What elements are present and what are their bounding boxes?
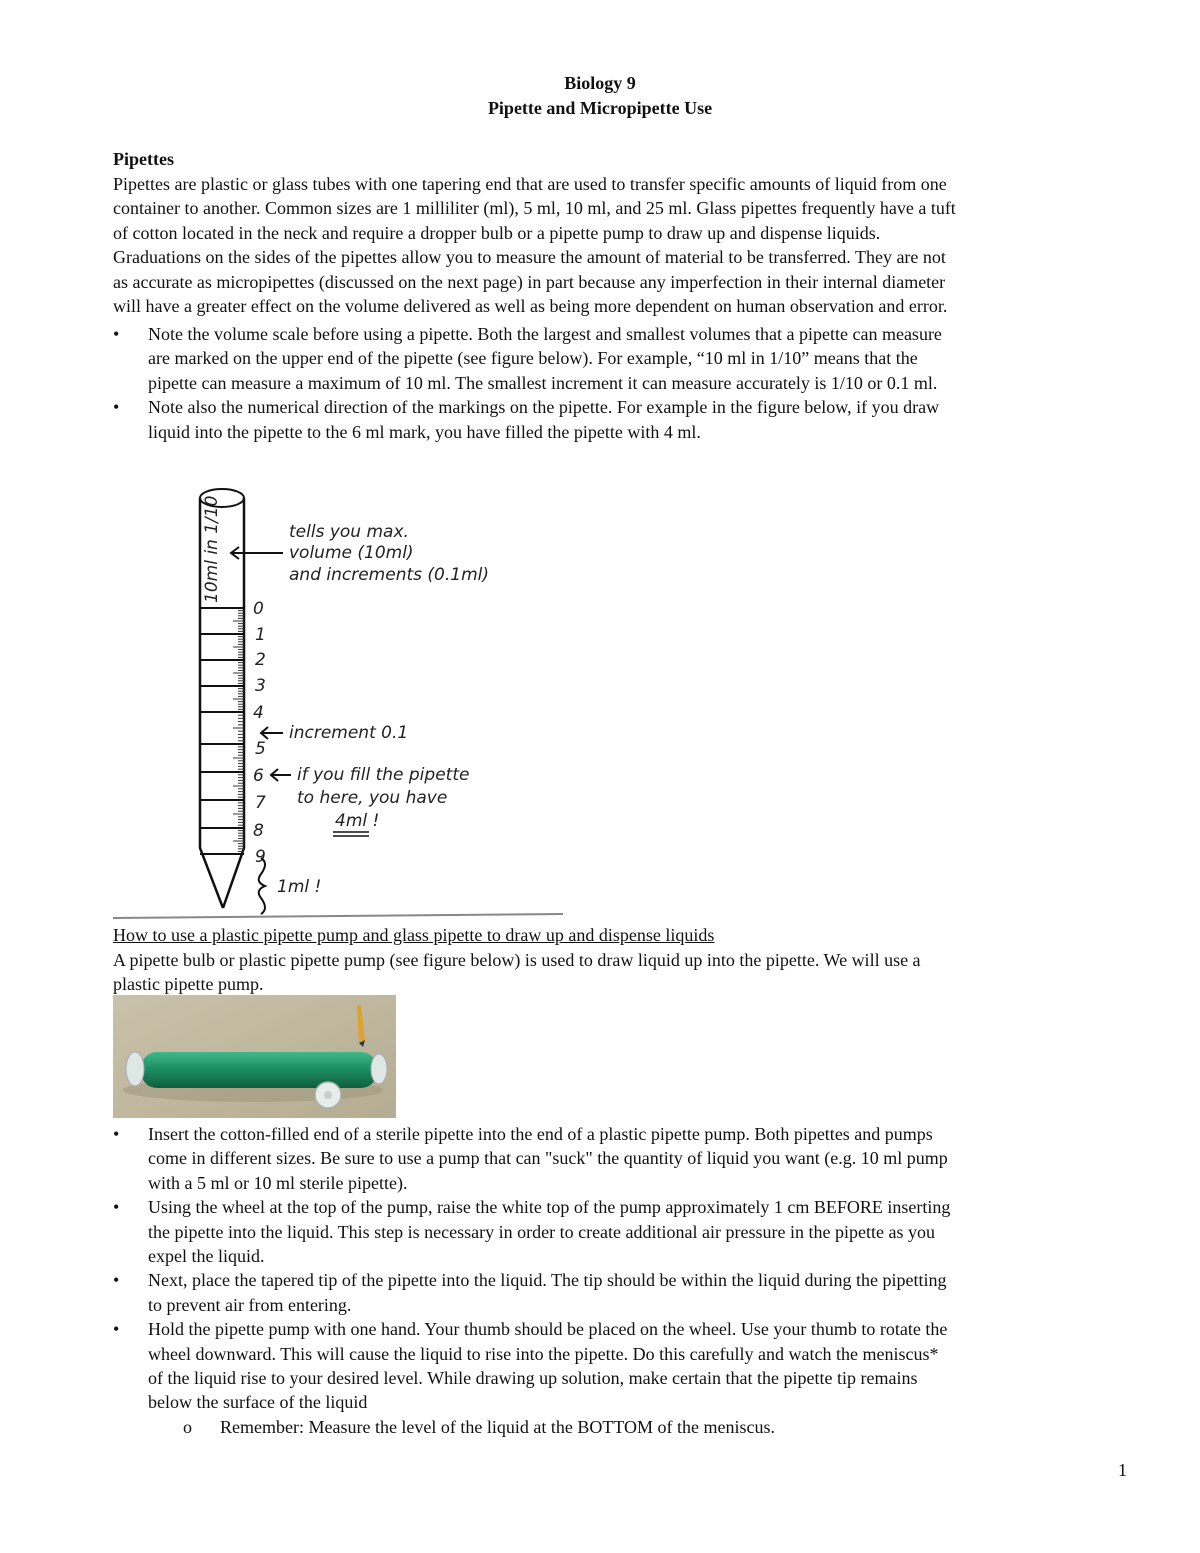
pipette-diagram [113, 478, 563, 923]
pipettes-paragraph [113, 172, 1133, 318]
scale-number: 8 [253, 821, 264, 841]
sub-bullet-marker: o [183, 1416, 192, 1437]
note-increment: increment 0.1 [289, 723, 409, 743]
bullet-line: pipette can measure a maximum of 10 ml. The smallest increment it can measure accurately is 1/10 or 0.1 ml. [148, 372, 938, 393]
note-fill-line: if you fill the pipette [297, 765, 470, 785]
scale-number: 5 [255, 739, 266, 759]
paragraph-line: Graduations on the sides of the pipettes allow you to measure the amount of material to be transferred. They are not [113, 247, 946, 268]
section-heading-pipettes: Pipettes [113, 149, 174, 169]
scale-number: 0 [253, 599, 264, 619]
graduation-lines [200, 608, 244, 854]
bullet-item [113, 1195, 1133, 1268]
bullet-item [113, 1122, 1133, 1195]
bullet-line: below the surface of the liquid [148, 1392, 368, 1413]
bullet-line: • Using the wheel at the top of the pump, raise the white top of the pump approximately 1 cm BEFORE inserting [148, 1197, 951, 1218]
paragraph-line: of cotton located in the neck and require a dropper bulb or a pipette pump to draw up and dispense liquids. [113, 222, 881, 243]
minor-ticks [233, 611, 244, 852]
course-title: Biology 9 [564, 73, 636, 93]
scale-number: 7 [255, 793, 266, 813]
paragraph-line: Pipettes are plastic or glass tubes with one tapering end that are used to transfer specific amounts of liquid from one [113, 174, 947, 194]
bullet-line: • Note also the numerical direction of the markings on the pipette. For example in the figure below, if you draw [148, 397, 940, 418]
bullet-line: come in different sizes. Be sure to use a pump that can "suck" the quantity of liquid you want (e.g. 10 ml pump [148, 1148, 948, 1169]
bullet-line: the pipette into the liquid. This step is necessary in order to create additional air pressure in the pipette as you [148, 1221, 935, 1242]
scale-number: 6 [253, 766, 264, 786]
scale-number: 4 [253, 703, 264, 723]
bullet-item [113, 1268, 1133, 1317]
bullet-item [113, 322, 1133, 395]
note-tip: 1ml ! [277, 877, 322, 897]
bullet-line: • Note the volume scale before using a pipette. Both the largest and smallest volumes that a pipette can measure [148, 324, 942, 344]
page-number: 1 [1118, 1460, 1127, 1480]
bullet-line: to prevent air from entering. [148, 1294, 352, 1315]
note-max-line: tells you max. [289, 522, 409, 542]
bullet-line: liquid into the pipette to the 6 ml mark, you have filled the pipette with 4 ml. [148, 421, 701, 442]
paragraph-line: A pipette bulb or plastic pipette pump (see figure below) is used to draw liquid up into the pipette. We will use a [113, 950, 921, 970]
sub-bullet-item [113, 1415, 1133, 1439]
pipette-pump-photo [113, 995, 396, 1118]
bullet-line: are marked on the upper end of the pipette (see figure below). For example, “10 ml in 1/10” means that the [148, 348, 918, 369]
sub-bullet-text: Remember: Measure the level of the liquid at the BOTTOM of the meniscus. [220, 1416, 776, 1437]
paragraph-line: plastic pipette pump. [113, 974, 264, 995]
note-max-line: volume (10ml) [289, 543, 414, 563]
note-max-line: and increments (0.1ml) [289, 565, 489, 585]
document-title: Pipette and Micropipette Use [487, 98, 713, 118]
pump-paragraph [113, 948, 1133, 997]
scale-number: 2 [255, 650, 266, 670]
pipette-side-label: 10ml in 1/10 [202, 495, 222, 603]
bullet-line: • Insert the cotton-filled end of a sterile pipette into the end of a plastic pipette pump. Both pipettes and pumps [148, 1124, 933, 1144]
bullet-item [113, 395, 1133, 444]
bullet-line: • Hold the pipette pump with one hand. Your thumb should be placed on the wheel. Use your thumb to rotate the [148, 1319, 948, 1340]
bullet-item [113, 1317, 1133, 1415]
section-heading-pump: How to use a plastic pipette pump and glass pipette to draw up and dispense liquids [113, 925, 715, 945]
paragraph-line: as accurate as micropipettes (discussed on the next page) in part because any imperfection in their internal diameter [113, 271, 946, 292]
pump-bullet-list [113, 1122, 1133, 1439]
bullet-line: • Next, place the tapered tip of the pipette into the liquid. The tip should be within the liquid during the pipetting [148, 1270, 947, 1291]
scale-number: 1 [255, 625, 266, 645]
pipettes-bullet-list [113, 322, 1133, 444]
scale-number: 3 [255, 676, 266, 696]
note-fill-line: to here, you have [297, 788, 448, 808]
bullet-line: of the liquid rise to your desired level. While drawing up solution, make certain that the pipette tip remains [148, 1368, 918, 1389]
bullet-line: wheel downward. This will cause the liquid to rise into the pipette. Do this carefully and watch the meniscus* [148, 1343, 939, 1364]
bullet-line: expel the liquid. [148, 1246, 265, 1267]
scale-number: 9 [255, 847, 266, 867]
paragraph-line: will have a greater effect on the volume delivered as well as being more dependent on human observation and error. [113, 296, 948, 317]
bullet-line: with a 5 ml or 10 ml sterile pipette). [148, 1172, 408, 1193]
note-fill-line: 4ml ! [335, 811, 380, 831]
paragraph-line: container to another. Common sizes are 1 milliliter (ml), 5 ml, 10 ml, and 25 ml. Glass pipettes frequently have a tuft [113, 198, 956, 219]
